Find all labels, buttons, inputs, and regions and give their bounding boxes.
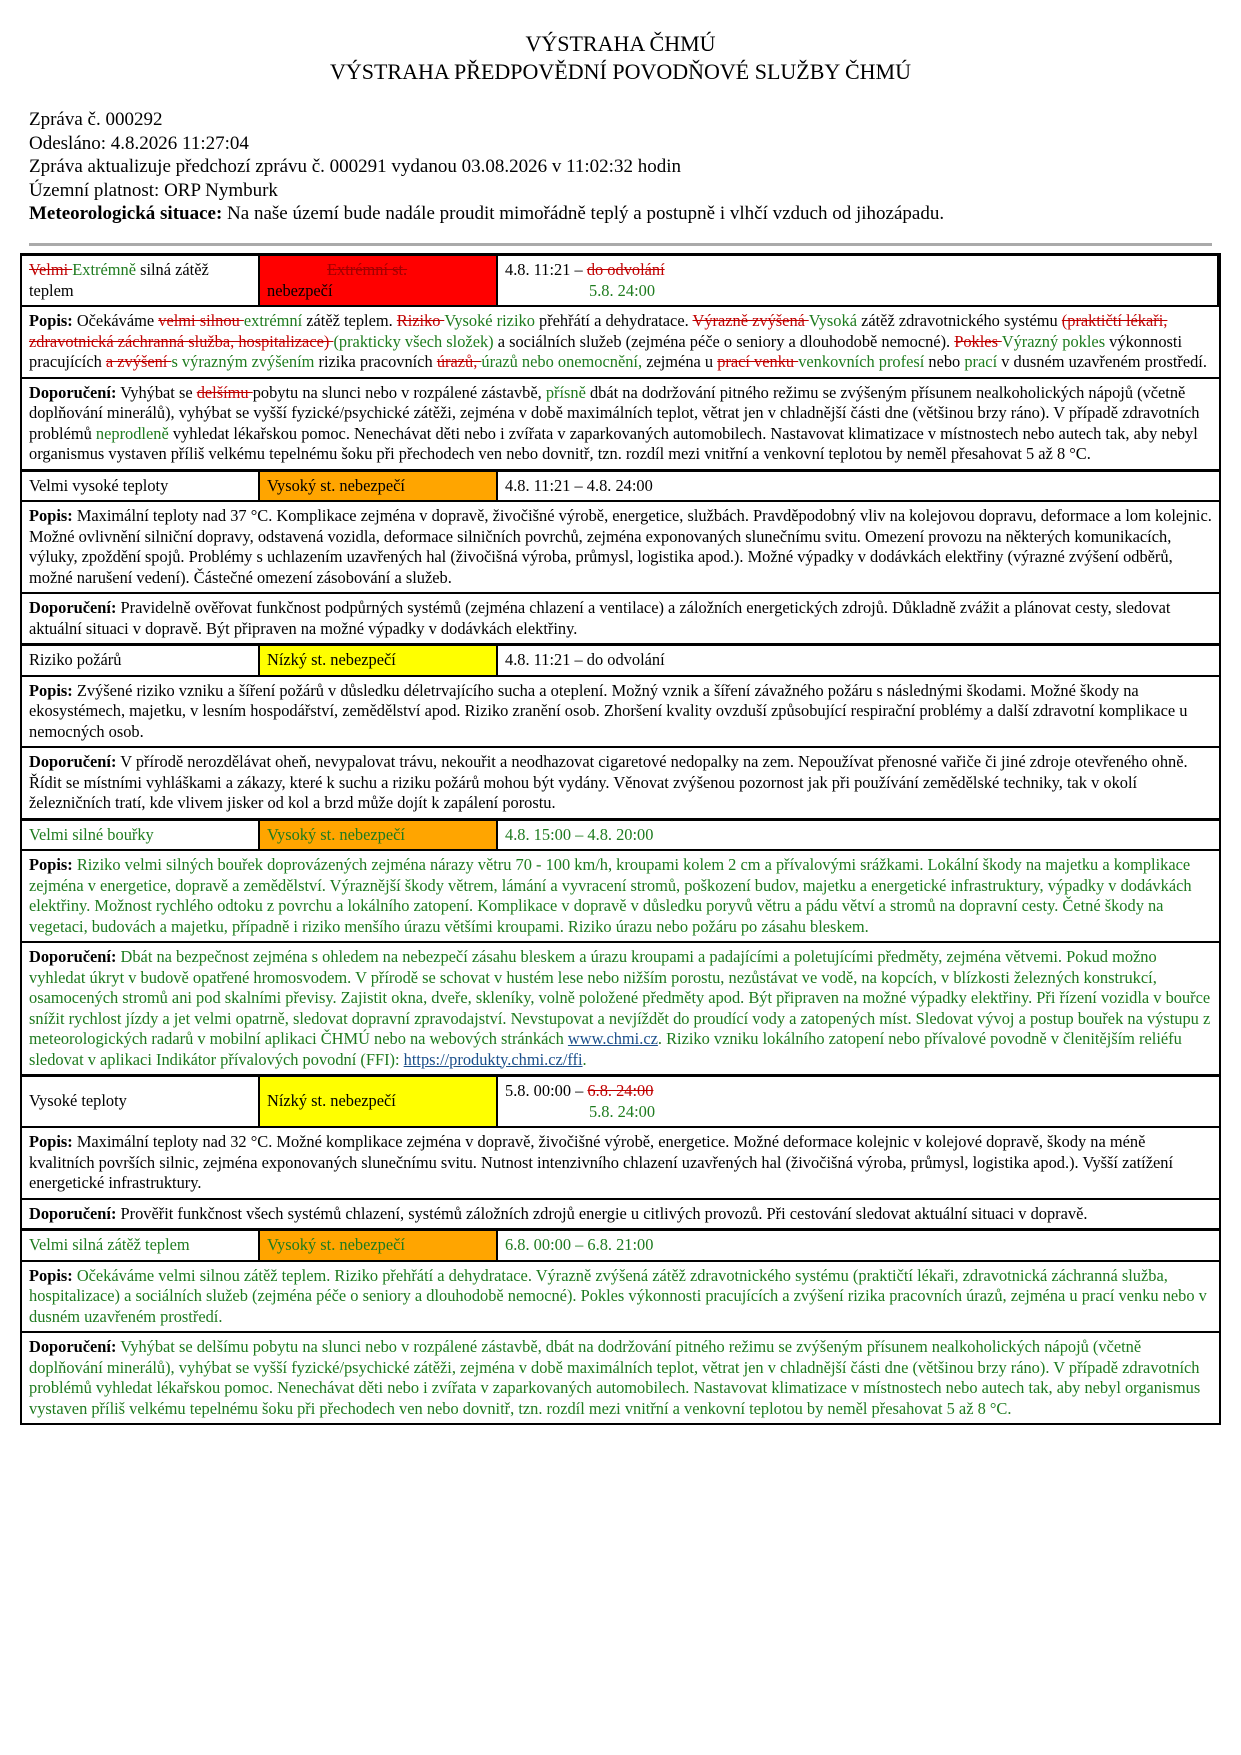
warning-time: 4.8. 11:21 – 4.8. 24:00 (497, 470, 1220, 501)
warning-description-row (21, 501, 1220, 593)
inserted-text: extrémní (243, 311, 303, 330)
inserted-text: Vysoké riziko (444, 311, 535, 330)
warning-recommendation-row (21, 1199, 1220, 1230)
text-run: v dusném uzavřeném prostředí. (997, 352, 1207, 371)
warning-level: Vysoký st. nebezpečí (259, 470, 497, 501)
meteo-label: Meteorologická situace: (29, 203, 223, 224)
warning-header (21, 1076, 1220, 1128)
meteo-text: Na naše území bude nadále proudit mimořádně teplý a postupně i vlhčí vzduch od jihozápadu. (222, 203, 945, 224)
page-subtitle: VÝSTRAHA PŘEDPOVĚDNÍ POVODŇOVÉ SLUŽBY ČHMÚ (329, 59, 911, 84)
warning-time: 4.8. 11:21 – do odvolání (497, 645, 1220, 676)
warning-description-row (21, 676, 1220, 748)
warning-time: 4.8. 11:21 – do odvolání 5.8. 24:00 (497, 255, 1218, 307)
warning-level: Nízký st. nebezpečí (259, 1076, 497, 1128)
message-number: Zpráva č. 000292 (29, 109, 163, 130)
deleted-text: prací venku (717, 352, 799, 371)
recommendation-text: Vyhýbat se delšímu pobytu na slunci nebo v rozpálené zástavbě, dbát na dodržování pitného režimu se zvýšeným přísunem nealkoholických nápojů (včetně doplňování minerálů), vyhýbat se vyšší fyzické/psychické zátěži, zejména v době maximálních teplot, větrat jen v chladnější části dne (většinou brzy ráno). V případě zdravotních problémů vyhledat lékařskou pomoc. Nenechávat děti nebo i zvířata v zaparkovaných automobilech. Nastavovat klimatizace v místnostech nebo autech tak, aby nebyl organismus vystaven příliš velkému tepelnému šoku při přechodech ven nebo dovnitř, tzn. rozdíl mezi vnitřní a venkovní teplotou by neměl přesahovat 5 až 8 °C. (29, 1337, 1201, 1418)
description-text: Očekáváme velmi silnou zátěž teplem. Riziko přehřátí a dehydratace. Výrazně zvýšená zátěž zdravotnického systému (praktičtí lékaři, zdravotnická záchranná služba, hospitalizace) a sociálních služeb (zejména péče o seniory a dlouhodobě nemocné). Pokles výkonnosti pracujících a zvýšení rizika pracovních úrazů, zejména u prací venku nebo v dusném uzavřeném prostředí. (29, 1265, 1207, 1326)
deleted-text: Pokles (954, 331, 1002, 351)
warning-recommendation-row (21, 593, 1220, 645)
sent-time: Odesláno: 4.8.2026 11:27:04 (29, 132, 249, 154)
description-text (29, 311, 1207, 371)
deleted-text: Výrazně zvýšená (692, 311, 809, 330)
warning-recommendation: Doporučení: Pravidelně ověřovat funkčnost podpůrných systémů (zejména chlazení a ventilace) a záložních energetických zdrojů. Důkladně zvážit a plánovat cesty, sledovat aktuální situaci v dopravě. Být připraven na možné výpadky v dodávkách elektřiny. (21, 593, 1220, 645)
warning-recommendation: Doporučení: Prověřit funkčnost všech systémů chlazení, systémů záložních zdrojů energie u citlivých provozů. Při cestování sledovat aktuální situaci v dopravě. (21, 1199, 1220, 1230)
text-run: nebo (924, 352, 965, 371)
deleted-text: (praktičtí lékaři, zdravotnická záchranná služba, hospitalizace) (29, 311, 1168, 351)
recommendation-text: Pravidelně ověřovat funkčnost podpůrných systémů (zejména chlazení a ventilace) a záložních energetických zdrojů. Důkladně zvážit a plánovat cesty, sledovat aktuální situaci v dopravě. Být připraven na možné výpadky v dodávkách elektřiny. (29, 598, 1171, 638)
text-run: pobytu na slunci nebo v rozpálené zástavbě, (252, 382, 546, 402)
territory: Územní platnost: ORP Nymburk (29, 179, 278, 201)
recommendation-text: V přírodě nerozdělávat oheň, nevypalovat trávu, nekouřit a neodhazovat cigaretové nedopalky na zem. Nepoužívat přenosné vařiče či jiné zdroje otevřeného ohně. Řídit se místními vyhláškami a zákazy, které k suchu a riziku požárů mohou být vydány. Věnovat zvýšenou pozornost jak při používání zemědělské techniky, tak v okolí železničních tratí, kde vlivem jisker od kol a brzd může dojít k zapálení porostu. (29, 752, 1188, 812)
deleted-text: Riziko (396, 311, 445, 330)
warning-time: 6.8. 00:00 – 6.8. 21:00 (497, 1230, 1220, 1261)
page-title: VÝSTRAHA ČHMÚ (525, 31, 716, 56)
inserted-text: venkovních profesí (798, 352, 925, 371)
warning-level: Vysoký st. nebezpečí (259, 819, 497, 850)
warning-time: 4.8. 15:00 – 4.8. 20:00 (497, 819, 1220, 850)
warning-description-row (21, 1127, 1220, 1199)
inserted-text: úrazů nebo onemocnění, (481, 352, 643, 371)
chmi-link[interactable]: www.chmi.cz (567, 1029, 658, 1048)
inserted-text: prací (964, 352, 998, 371)
warning-header (21, 470, 1220, 501)
deleted-text: a zvýšení (105, 352, 172, 371)
warning-name: Riziko požárů (21, 645, 259, 676)
message-meta (29, 108, 1219, 226)
warning-recommendation-row (21, 1332, 1220, 1424)
warning-name: Velmi Extrémně silná zátěž teplem (21, 255, 259, 307)
updates-message: Zpráva aktualizuje předchozí zprávu č. 000291 vydanou 03.08.2026 v 11:02:32 hodin (29, 156, 681, 177)
inserted-text: (prakticky všech složek) (333, 331, 494, 351)
warning-recommendation-row (21, 942, 1220, 1076)
text-run: přehřátí a dehydratace. (534, 311, 693, 330)
description-text: Maximální teploty nad 37 °C. Komplikace zejména v dopravě, živočišné výrobě, energetice, službách. Pravděpodobný vliv na kolejovou dopravu, deformace a lom kolejnic. Možné ovlivnění silniční dopravy, odstavená vozidla, deformace silničních povrchů, zejména exponovaných slunečnímu svitu. Omezení provozu na některých komunikacích, výluky, zpoždění spojů. Problémy s uchlazením uzavřených hal (živočišná výroba, průmysl, logistika apod.). Možné výpadky v dodávkách elektřiny (výrazné zvýšení odběrů, možné narušení vedení). Částečné omezení zásobování a služeb. (29, 506, 1212, 587)
description-text: Zvýšené riziko vzniku a šíření požárů v důsledku déletrvajícího sucha a oteplení. Možný vznik a šíření závažného požáru s následnými škodami. Možné škody na ekosystémech, majetku, v lesním hospodářství, zemědělství apod. Riziko zranění osob. Zhoršení kvality ovzduší způsobující respirační problémy a další zdravotní komplikace u nemocných osob. (29, 680, 1188, 741)
warning-name: Velmi silná zátěž teplem (21, 1230, 259, 1261)
text-run: Očekáváme (72, 311, 159, 330)
description-text: Maximální teploty nad 32 °C. Možné komplikace zejména v dopravě, živočišné výrobě, energetice. Možné deformace kolejnic v kolejové dopravě, škody na méně kvalitních površích silnic, zejména exponovaných slunečnímu svitu. Nutnost intenzivního chlazení uzavřených hal (živočišná výroba, průmysl, logistika apod.). Vyšší zatížení energetické infrastruktury. (29, 1132, 1174, 1192)
warning-recommendation: Doporučení: Dbát na bezpečnost zejména s ohledem na nebezpečí zásahu bleskem a úrazu kroupami a padajícími a poletujícími předměty, zejména větvemi. Pokud možno vyhledat úkryt v budově opatřené hromosvodem. V přírodě se schovat v hustém lese nebo nižším porostu, nezůstávat ve vodě, na kopcích, v blízkosti železných konstrukcí, osamocených stromů ani pod skalními převisy. Zajistit okna, dveře, skleníky, volně položené předměty apod. Být připraven na možné výpadky elektřiny. Při řízení vozidla v bouřce snížit rychlost jízdy a jet velmi opatrně, sledovat dopravní zpravodajství. Nevstupovat a nevjíždět do proudící vody a zatopených míst. Sledovat vývoj a postup bouřek na výstupu z meteorologických radarů v mobilní aplikaci ČHMÚ nebo na webových stránkách www.chmi.cz. Riziko vzniku lokálního zatopení nebo přívalové povodně v členitějším reliéfu sledovat v aplikaci Indikátor přívalových povodní (FFI): https://produkty.chmi.cz/ffi. (21, 942, 1220, 1076)
warning-description-row (21, 1261, 1220, 1333)
inserted-text: s výrazným zvýšením (171, 352, 315, 371)
text-run: rizika pracovních (314, 352, 437, 371)
inserted-text: přísně (545, 382, 586, 402)
recommendation-text: Dbát na bezpečnost zejména s ohledem na nebezpečí zásahu bleskem a úrazu kroupami a padajícími a poletujícími předměty, zejména větvemi. Pokud možno vyhledat úkryt v budově opatřené hromosvodem. V přírodě se schovat v hustém lese nebo nižším porostu, nezůstávat ve vodě, na kopcích, v blízkosti železných konstrukcí, osamocených stromů ani pod skalními převisy. Zajistit okna, dveře, skleníky, volně položené předměty apod. Být připraven na možné výpadky elektřiny. Při řízení vozidla v bouřce snížit rychlost jízdy a jet velmi opatrně, sledovat dopravní zpravodajství. Nevstupovat a nevjíždět do proudící vody a zatopených míst. Sledovat vývoj a postup bouřek na výstupu z meteorologických radarů v mobilní aplikaci ČHMÚ nebo na webových stránkách www.chmi.cz. Riziko vzniku lokálního zatopení nebo přívalové povodně v členitějším reliéfu sledovat v aplikaci Indikátor přívalových povodní (FFI): https://produkty.chmi.cz/ffi. (29, 947, 1211, 1069)
inserted-text: neprodleně (95, 423, 169, 443)
text-run: dbát na dodržování pitného režimu se zvýšeným přísunem nealkoholických nápojů (včetně doplňování minerálů), vyhýbat se vyšší fyzické/psychické zátěži, zejména v době maximálních teplot, větrat jen v chladnější části dne (většinou brzy ráno). V případě zdravotních problémů (29, 382, 1200, 443)
text-run: zátěž teplem. (302, 311, 397, 330)
warning-time: 5.8. 00:00 – 6.8. 24:00 5.8. 24:00 (497, 1076, 1220, 1128)
deleted-text: delšímu (196, 382, 253, 402)
text-run: a sociálních služeb (zejména péče o seniory a dlouhodobě nemocné). (493, 331, 955, 351)
warning-header (21, 645, 1220, 676)
warning-recommendation: Doporučení: V přírodě nerozdělávat oheň, nevypalovat trávu, nekouřit a neodhazovat cigaretové nedopalky na zem. Nepoužívat přenosné vařiče či jiné zdroje otevřeného ohně. Řídit se místními vyhláškami a zákazy, které k suchu a riziku požárů mohou být vydány. Věnovat zvýšenou pozornost jak při používání zemědělské techniky, tak v okolí železničních tratí, kde vlivem jisker od kol a brzd může dojít k zapálení porostu. (21, 747, 1220, 819)
meteo-situation (29, 202, 1219, 226)
warnings-table (20, 253, 1221, 1425)
warning-header (21, 1230, 1220, 1261)
warning-description: Popis: Očekáváme velmi silnou zátěž teplem. Riziko přehřátí a dehydratace. Výrazně zvýšená zátěž zdravotnického systému (praktičtí lékaři, zdravotnická záchranná služba, hospitalizace) a sociálních služeb (zejména péče o seniory a dlouhodobě nemocné). Pokles výkonnosti pracujících a zvýšení rizika pracovních úrazů, zejména u prací venku nebo v dusném uzavřeném prostředí. (21, 1261, 1220, 1333)
deleted-text: velmi silnou (158, 311, 244, 330)
warning-level: Vysoký st. nebezpečí (259, 1230, 497, 1261)
ffi-link[interactable]: https://produkty.chmi.cz/ffi (403, 1049, 583, 1069)
warning-recommendation: Doporučení: Vyhýbat se delšímu pobytu na slunci nebo v rozpálené zástavbě, přísně dbát na dodržování pitného režimu se zvýšeným přísunem nealkoholických nápojů (včetně doplňování minerálů), vyhýbat se vyšší fyzické/psychické zátěži, zejména v době maximálních teplot, větrat jen v chladnější části dne (většinou brzy ráno). V případě zdravotních problémů neprodleně vyhledat lékařskou pomoc. Nenechávat děti nebo i zvířata v zaparkovaných automobilech. Nastavovat klimatizace v místnostech nebo autech tak, aby nebyl organismus vystaven příliš velkému tepelnému šoku při přechodech ven nebo dovnitř, tzn. rozdíl mezi vnitřní a venkovní teplotou by neměl přesahovat 5 až 8 °C. (21, 378, 1220, 471)
inserted-text: Výrazný pokles (1001, 331, 1106, 351)
warning-description-row (21, 850, 1220, 942)
warning-level: Extrémní st. nebezpečí (259, 255, 497, 307)
text-run: zátěž zdravotnického systému (856, 311, 1062, 330)
warning-header (21, 819, 1220, 850)
warning-description: Popis: Maximální teploty nad 32 °C. Možné komplikace zejména v dopravě, živočišné výrobě, energetice. Možné deformace kolejnic v kolejové dopravě, škody na méně kvalitních površích silnic, zejména exponovaných slunečnímu svitu. Nutnost intenzivního chlazení uzavřených hal (živočišná výroba, průmysl, logistika apod.). Vyšší zatížení energetické infrastruktury. (21, 1127, 1220, 1199)
warning-description: Popis: Riziko velmi silných bouřek doprovázených zejména nárazy větru 70 - 100 km/h, kroupami kolem 2 cm a přívalovými srážkami. Lokální škody na majetku a komplikace zejména v energetice, dopravě a zemědělství. Výraznější škody větrem, lámání a vyvracení stromů, poškození budov, majetku a energetické infrastruktury, výpadky v dodávkách elektřiny. Možnost rychlého odtoku z povrchu a lokálního zatopení. Komplikace v dopravě v důsledku poryvů větru a pádu větví a stromů na dopravní cesty. Četné škody na vegetaci, budovách a majetku, případně i riziko menšího úrazu většími kroupami. Riziko úrazu nebo požáru po zásahu bleskem. (21, 850, 1220, 942)
warning-description: Popis: Zvýšené riziko vzniku a šíření požárů v důsledku déletrvajícího sucha a oteplení. Možný vznik a šíření závažného požáru s následnými škodami. Možné škody na ekosystémech, majetku, v lesním hospodářství, zemědělství apod. Riziko zranění osob. Zhoršení kvality ovzduší způsobující respirační problémy a další zdravotní komplikace u nemocných osob. (21, 676, 1220, 748)
warning-name: Velmi silné bouřky (21, 819, 259, 850)
warning-level: Nízký st. nebezpečí (259, 645, 497, 676)
deleted-text: úrazů, (436, 352, 482, 371)
description-text: Riziko velmi silných bouřek doprovázených zejména nárazy větru 70 - 100 km/h, kroupami kolem 2 cm a přívalovými srážkami. Lokální škody na majetku a komplikace zejména v energetice, dopravě a zemědělství. Výraznější škody větrem, lámání a vyvracení stromů, poškození budov, majetku a energetické infrastruktury, výpadky v dodávkách elektřiny. Možnost rychlého odtoku z povrchu a lokálního zatopení. Komplikace v dopravě v důsledku poryvů větru a pádu větví a stromů na dopravní cesty. Četné škody na vegetaci, budovách a majetku, případně i riziko menšího úrazu většími kroupami. Riziko úrazu nebo požáru po zásahu bleskem. (29, 855, 1192, 936)
warning-recommendation: Doporučení: Vyhýbat se delšímu pobytu na slunci nebo v rozpálené zástavbě, dbát na dodržování pitného režimu se zvýšeným přísunem nealkoholických nápojů (včetně doplňování minerálů), vyhýbat se vyšší fyzické/psychické zátěži, zejména v době maximálních teplot, větrat jen v chladnější části dne (většinou brzy ráno). V případě zdravotních problémů vyhledat lékařskou pomoc. Nenechávat děti nebo i zvířata v zaparkovaných automobilech. Nastavovat klimatizace v místnostech nebo autech tak, aby nebyl organismus vystaven příliš velkému tepelnému šoku při přechodech ven nebo dovnitř, tzn. rozdíl mezi vnitřní a venkovní teplotou by neměl přesahovat 5 až 8 °C. (21, 1332, 1220, 1424)
text-run: Vyhýbat se (116, 382, 197, 402)
warning-name: Vysoké teploty (21, 1076, 259, 1128)
warning-description: Popis: Maximální teploty nad 37 °C. Komplikace zejména v dopravě, živočišné výrobě, energetice, službách. Pravděpodobný vliv na kolejovou dopravu, deformace a lom kolejnic. Možné ovlivnění silniční dopravy, odstavená vozidla, deformace silničních povrchů, zejména exponovaných slunečnímu svitu. Omezení provozu na některých komunikacích, výluky, zpoždění spojů. Problémy s uchlazením uzavřených hal (živočišná výroba, průmysl, logistika apod.). Možné výpadky v dodávkách elektřiny (výrazné zvýšení odběrů, možné narušení vedení). Částečné omezení zásobování a služeb. (21, 501, 1220, 593)
text-run: výkonnosti pracujících (29, 331, 1183, 371)
warning-description-row (21, 306, 1220, 378)
warning-name: Velmi vysoké teploty (21, 470, 259, 501)
warning-recommendation-row (21, 747, 1220, 819)
recommendation-text (29, 383, 1200, 464)
separator-line (29, 243, 1212, 246)
warning-recommendation-row (21, 378, 1220, 471)
text-run: vyhledat lékařskou pomoc. Nenechávat děti nebo i zvířata v zaparkovaných automobilech. Nastavovat klimatizace v místnostech nebo autech tak, aby nebyl organismus vystaven příliš velkému tepelnému šoku při přechodech ven nebo dovnitř, tzn. rozdíl mezi vnitřní a venkovní teplotou by neměl přesahovat 5 až 8 °C. (29, 423, 1198, 463)
text-run: zejména u (642, 352, 718, 371)
warning-header (21, 255, 1220, 307)
inserted-text: Vysoká (808, 311, 857, 330)
recommendation-text: Prověřit funkčnost všech systémů chlazení, systémů záložních zdrojů energie u citlivých provozů. Při cestování sledovat aktuální situaci v dopravě. (116, 1203, 1088, 1223)
warning-description: Popis: Očekáváme velmi silnou extrémní zátěž teplem. Riziko Vysoké riziko přehřátí a dehydratace. Výrazně zvýšená Vysoká zátěž zdravotnického systému (praktičtí lékaři, zdravotnická záchranná služba, hospitalizace) (prakticky všech složek) a sociálních služeb (zejména péče o seniory a dlouhodobě nemocné). Pokles Výrazný pokles výkonnosti pracujících a zvýšení s výrazným zvýšením rizika pracovních úrazů, úrazů nebo onemocnění, zejména u prací venku venkovních profesí nebo prací v dusném uzavřeném prostředí. (21, 306, 1220, 378)
